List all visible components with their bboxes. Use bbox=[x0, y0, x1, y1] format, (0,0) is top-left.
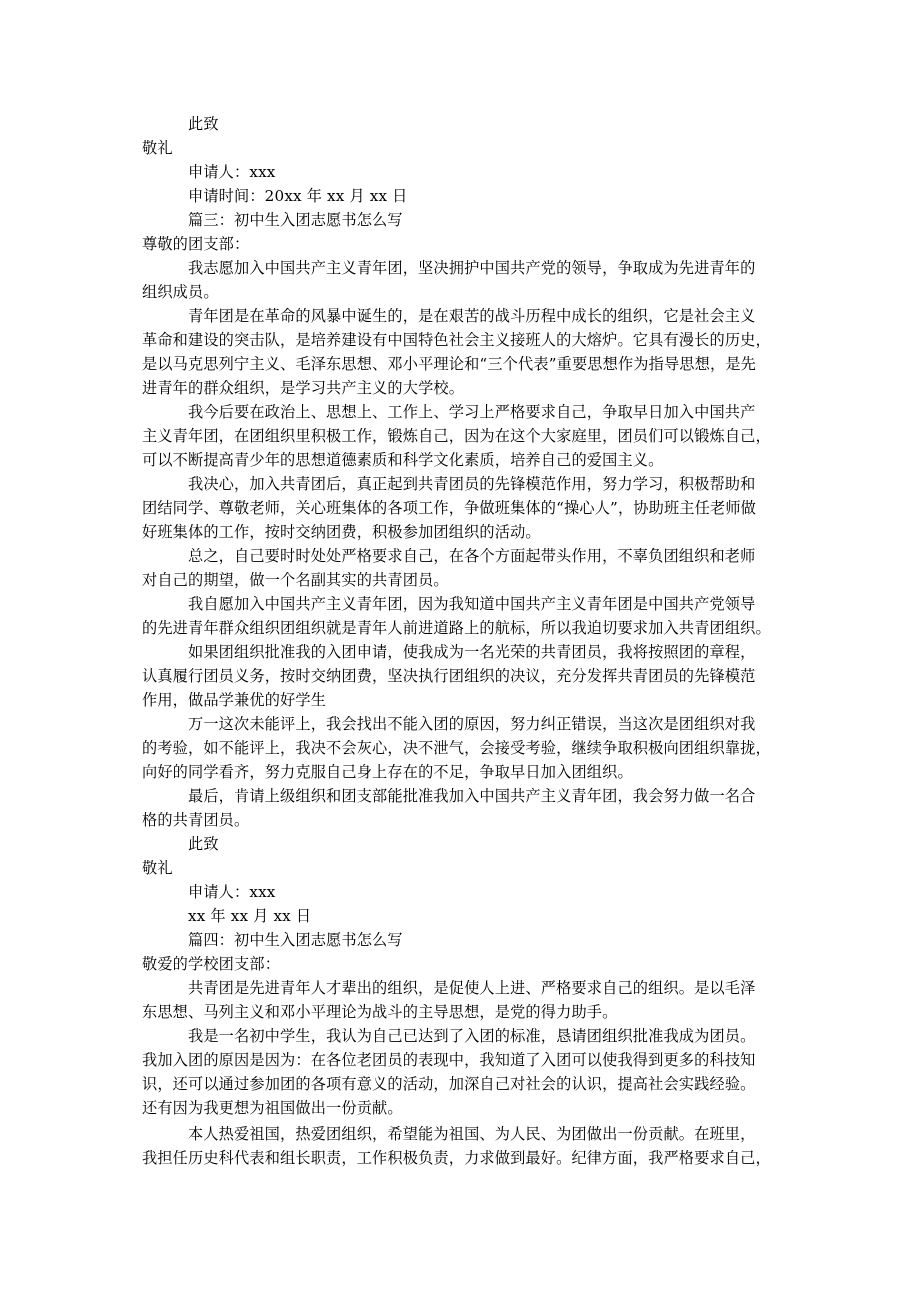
letter-greeting: 尊敬的团支部： bbox=[142, 235, 250, 253]
paragraph-line: 我担任历史科代表和组长职责，工作积极负责，力求做到最好。纪律方面，我严格要求自己， bbox=[142, 1149, 771, 1167]
paragraph-line: 团结同学、尊敬老师，关心班集体的各项工作，争做班集体的“操心人”，协助班主任老师做 bbox=[142, 499, 756, 517]
paragraph-line: 革命和建设的突击队，是培养建设有中国特色社会主义接班人的大熔炉。它具有漫长的历史， bbox=[142, 331, 771, 349]
paragraph-line: 认真履行团员义务，按时交纳团费，坚决执行团组织的决议，充分发挥共青团员的先锋模范 bbox=[142, 667, 756, 685]
section-heading: 篇四：初中生入团志愿书怎么写 bbox=[188, 931, 403, 949]
paragraph-line: 向好的同学看齐，努力克服自己身上存在的不足，争取早日加入团组织。 bbox=[142, 763, 633, 781]
closing-salutation: 此致 bbox=[188, 835, 219, 853]
paragraph-line: 的考验，如不能评上，我决不会灰心，决不泄气，会接受考验，继续争取积极向团组织靠拢， bbox=[142, 739, 771, 757]
paragraph-line: 本人热爱祖国，热爱团组织，希望能为祖国、为人民、为团做出一份贡献。在班里， bbox=[188, 1125, 756, 1143]
paragraph-line: 我志愿加入中国共产主义青年团，坚决拥护中国共产党的领导，争取成为先进青年的 bbox=[188, 259, 756, 277]
paragraph-line: 可以不断提高青少年的思想道德素质和科学文化素质，培养自己的爱国主义。 bbox=[142, 451, 664, 469]
paragraph-line: 进青年的群众组织，是学习共产主义的大学校。 bbox=[142, 379, 465, 397]
applicant-line: 申请人：xxx bbox=[188, 163, 276, 181]
paragraph-line: 最后，肯请上级组织和团支部能批准我加入中国共产主义青年团，我会努力做一名合 bbox=[188, 787, 756, 805]
application-date-line: 申请时间：20xx 年 xx 月 xx 日 bbox=[188, 187, 408, 205]
paragraph-line: 识，还可以通过参加团的各项有意义的活动，加深自己对社会的认识，提高社会实践经验。 bbox=[142, 1075, 756, 1093]
paragraph-line: 还有因为我更想为祖国做出一份贡献。 bbox=[142, 1099, 403, 1117]
paragraph-line: 组织成员。 bbox=[142, 283, 219, 301]
paragraph-line: 共青团是先进青年人才辈出的组织，是促使人上进、严格要求自己的组织。是以毛泽 bbox=[188, 979, 756, 997]
closing-salutation: 此致 bbox=[188, 115, 219, 133]
paragraph-line: 我自愿加入中国共产主义青年团，因为我知道中国共产主义青年团是中国共产党领导 bbox=[188, 595, 756, 613]
closing-regards: 敬礼 bbox=[142, 859, 173, 877]
paragraph-line: 如果团组织批准我的入团申请，使我成为一名光荣的共青团员，我将按照团的章程， bbox=[188, 643, 756, 661]
paragraph-line: 好班集体的工作，按时交纳团费，积极参加团组织的活动。 bbox=[142, 523, 541, 541]
paragraph-line: 作用，做品学兼优的好学生 bbox=[142, 691, 327, 709]
section-heading: 篇三：初中生入团志愿书怎么写 bbox=[188, 211, 403, 229]
letter-greeting: 敬爱的学校团支部： bbox=[142, 955, 281, 973]
paragraph-line: 我加入团的原因是因为：在各位老团员的表现中，我知道了入团可以使我得到更多的科技知 bbox=[142, 1051, 756, 1069]
applicant-line: 申请人：xxx bbox=[188, 883, 276, 901]
paragraph-line: 东思想、马列主义和邓小平理论为战斗的主导思想，是党的得力助手。 bbox=[142, 1003, 618, 1021]
paragraph-line: 青年团是在革命的风暴中诞生的，是在艰苦的战斗历程中成长的组织，它是社会主义 bbox=[188, 307, 756, 325]
paragraph-line: 格的共青团员。 bbox=[142, 811, 250, 829]
paragraph-line: 我今后要在政治上、思想上、工作上、学习上严格要求自己，争取早日加入中国共产 bbox=[188, 403, 756, 421]
paragraph-line: 我是一名初中学生，我认为自己已达到了入团的标准，恳请团组织批准我成为团员。 bbox=[188, 1027, 756, 1045]
paragraph-line: 的先进青年群众组织团组织就是青年人前进道路上的航标，所以我迫切要求加入共青团组织。 bbox=[142, 619, 771, 637]
date-line: xx 年 xx 月 xx 日 bbox=[188, 907, 312, 925]
paragraph-line: 对自己的期望，做一个名副其实的共青团员。 bbox=[142, 571, 449, 589]
paragraph-line: 万一这次未能评上，我会找出不能入团的原因，努力纠正错误，当这次是团组织对我 bbox=[188, 715, 756, 733]
paragraph-line: 我决心，加入共青团后，真正起到共青团员的先锋模范作用，努力学习，积极帮助和 bbox=[188, 475, 756, 493]
paragraph-line: 主义青年团，在团组织里积极工作，锻炼自己，因为在这个大家庭里，团员们可以锻炼自己， bbox=[142, 427, 771, 445]
paragraph-line: 是以马克思列宁主义、毛泽东思想、邓小平理论和“三个代表”重要思想作为指导思想，是先 bbox=[142, 355, 756, 373]
closing-regards: 敬礼 bbox=[142, 139, 173, 157]
paragraph-line: 总之，自己要时时处处严格要求自己，在各个方面起带头作用，不辜负团组织和老师 bbox=[188, 547, 756, 565]
